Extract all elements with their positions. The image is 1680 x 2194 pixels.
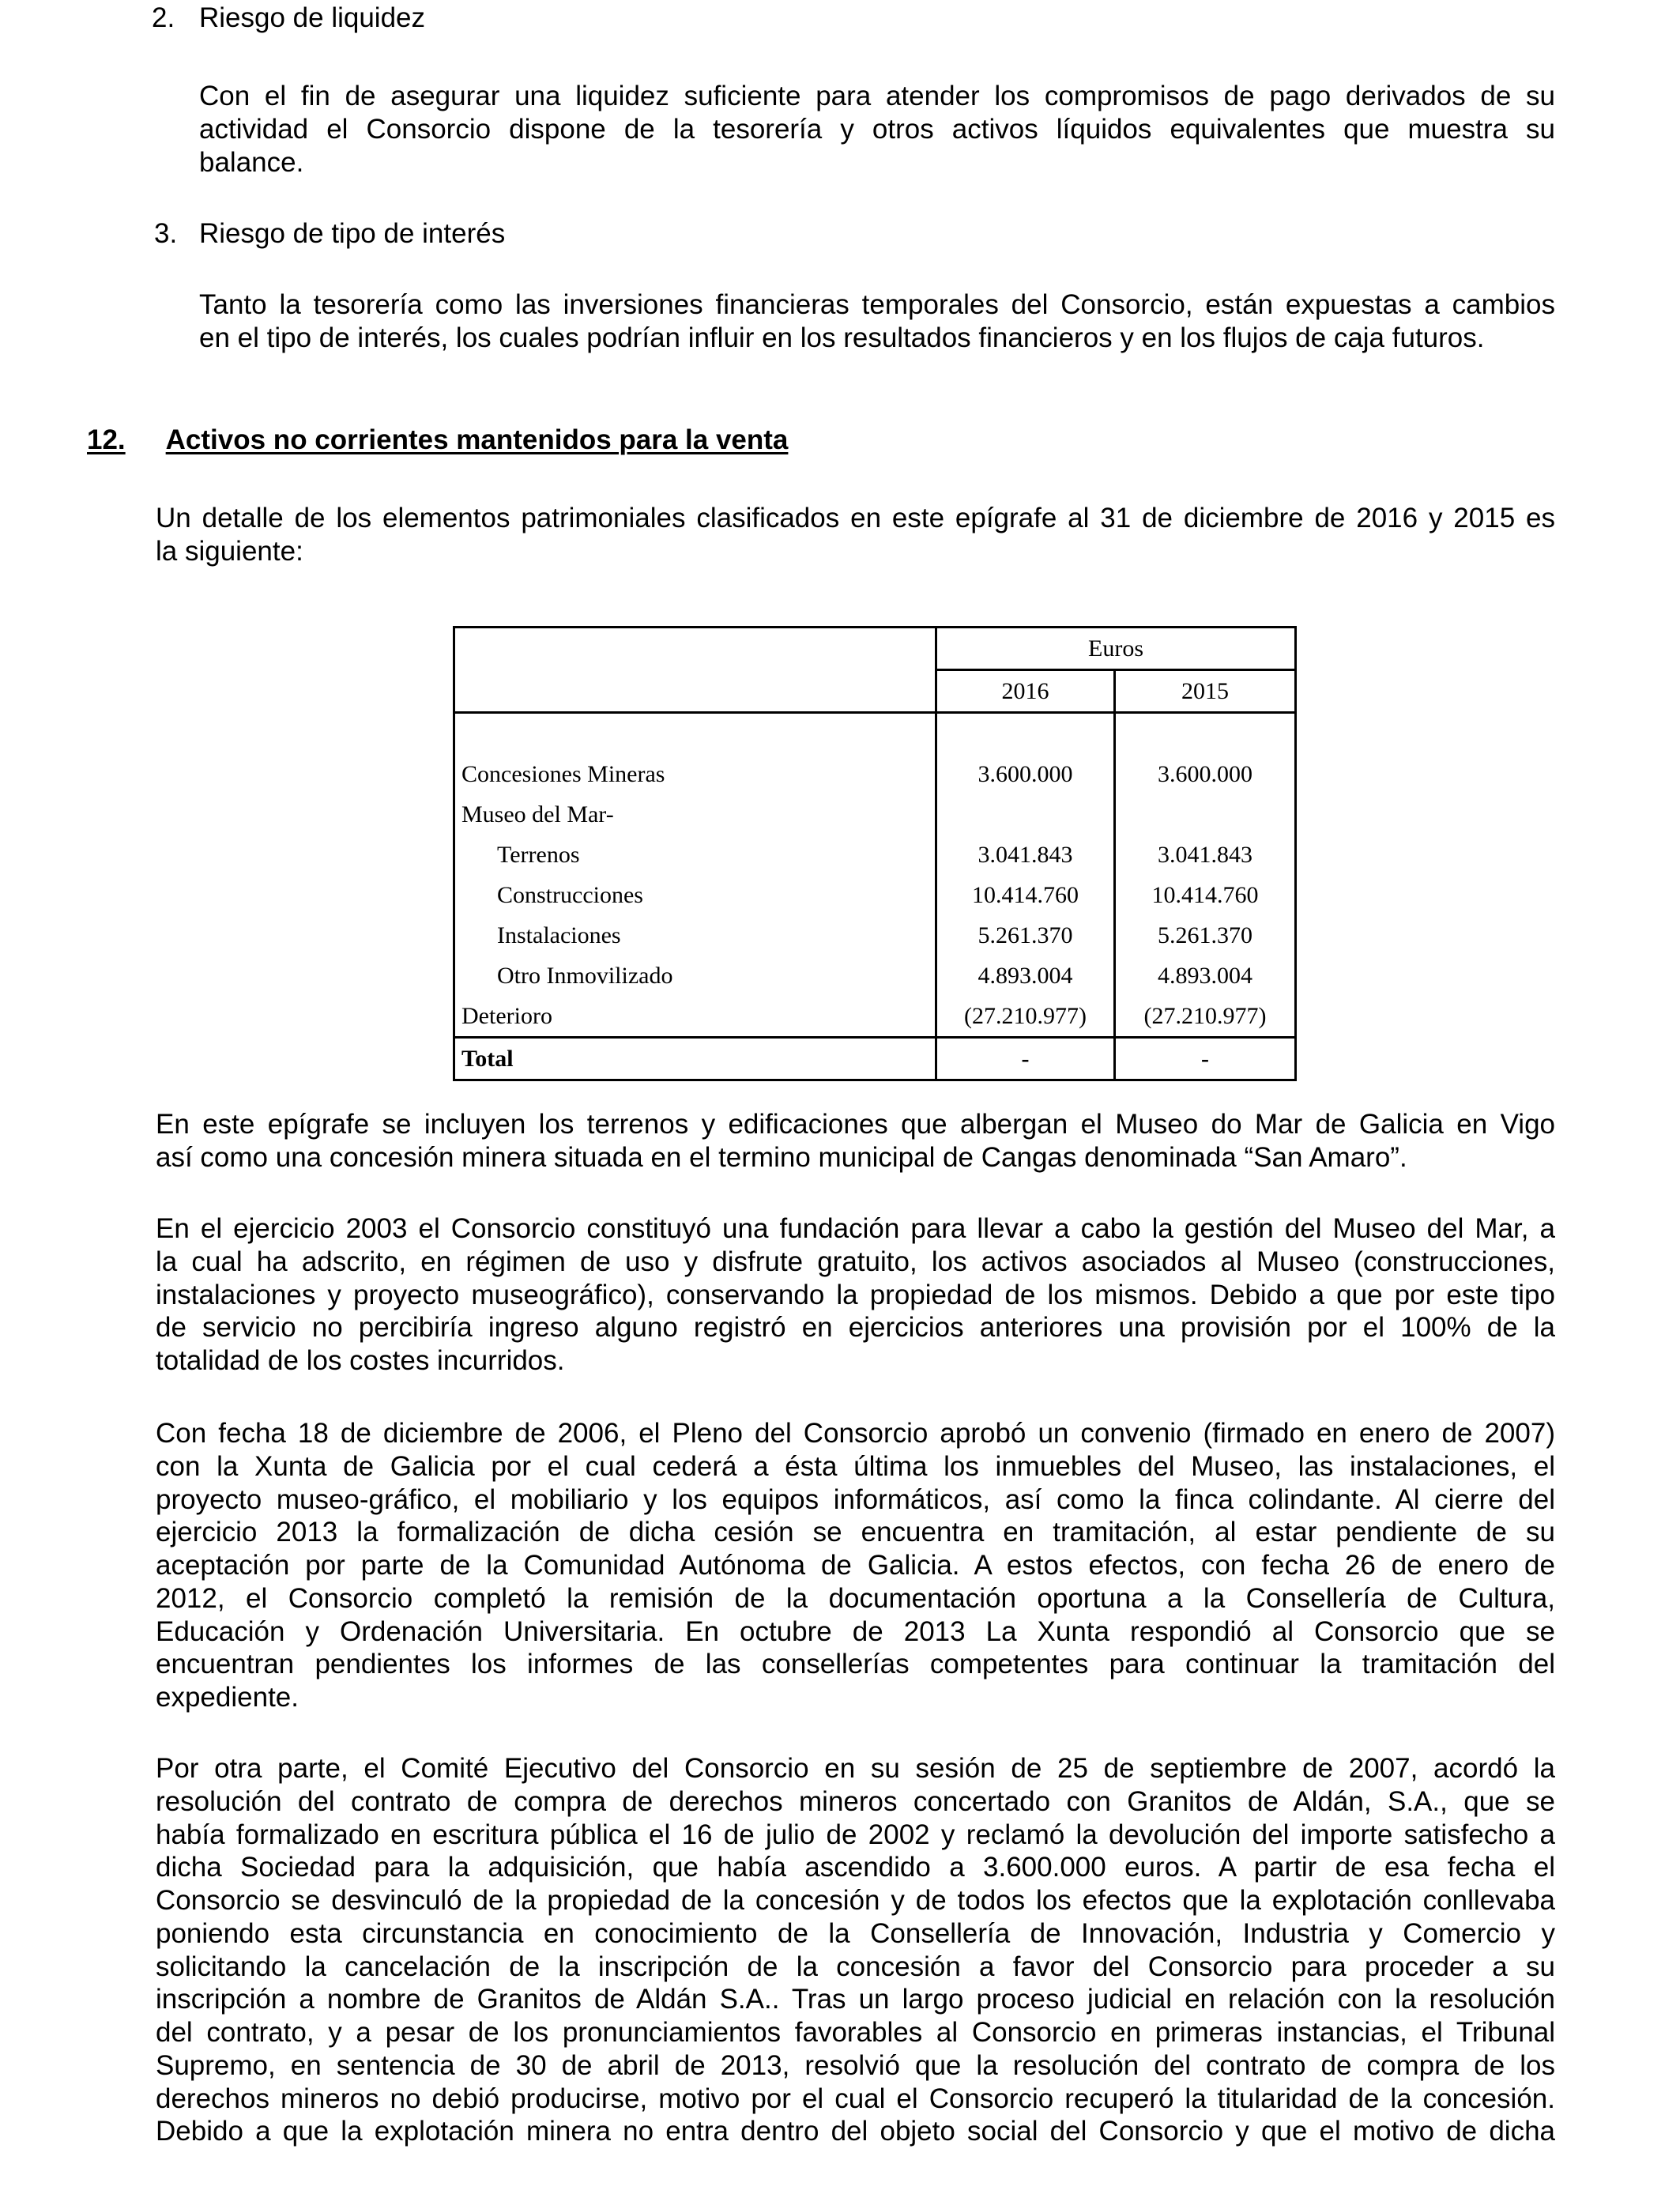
paragraph-line: resolución del contrato de compra de derechos mineros concertado con Granitos de Aldán, S.A., que se — [156, 1785, 1555, 1817]
year-header-2016: 2016 — [936, 670, 1115, 713]
note-12-heading — [87, 424, 802, 458]
spacer-cell — [936, 713, 1115, 755]
row-value-2015: (27.210.977) — [1115, 996, 1296, 1038]
assets-held-for-sale-table — [453, 626, 1297, 1081]
paragraph-line: con la Xunta de Galicia por el cual cederá a ésta última los inmuebles del Museo, las instalaciones, el — [156, 1450, 1555, 1482]
table-row — [454, 794, 1296, 835]
paragraph-line: Con fecha 18 de diciembre de 2006, el Pleno del Consorcio aprobó un convenio (firmado en enero de 2007) — [156, 1418, 1555, 1449]
paragraph-line: Supremo, en sentencia de 30 de abril de 2013, resolvió que la resolución del contrato de compra de los — [156, 2049, 1555, 2081]
table-row — [454, 875, 1296, 915]
section-2-heading — [0, 2, 1680, 35]
paragraph-line: la cual ha adscrito, en régimen de uso y disfrute gratuito, los activos asociados al Museo (construcciones, — [156, 1246, 1555, 1277]
paragraph-line: aceptación por parte de la Comunidad Autónoma de Galicia. A estos efectos, con fecha 26 de enero de — [156, 1550, 1555, 1581]
paragraph-line: expediente. — [156, 1682, 299, 1713]
table-row — [454, 835, 1296, 875]
table-row — [454, 996, 1296, 1038]
paragraph-line: derechos mineros no debió producirse, motivo por el cual el Consorcio recuperó la titularidad de la concesión. — [156, 2083, 1555, 2114]
total-value-2015: - — [1115, 1038, 1296, 1080]
paragraph-line: instalaciones y proyecto museográfico), conservando la propiedad de los mismos. Debido a que por este tipo — [156, 1279, 1555, 1310]
spacer-cell — [454, 713, 936, 755]
paragraph-line: del contrato, y a pesar de los pronunciamientos favorables al Consorcio en primeras instancias, el Tribunal — [156, 2017, 1555, 2048]
paragraph-line: 2012, el Consorcio completó la remisión de la documentación oportuna a la Consellería de Cultura, — [156, 1582, 1555, 1614]
table-row — [454, 956, 1296, 996]
section-2-number: 2. — [152, 2, 175, 33]
row-label: Terrenos — [454, 835, 936, 875]
paragraph-line: había formalizado en escritura pública el 16 de julio de 2002 y reclamó la devolución del importe satisfecho a — [156, 1819, 1555, 1850]
paragraph-line: En el ejercicio 2003 el Consorcio constituyó una fundación para llevar a cabo la gestión del Museo del Mar, a — [156, 1213, 1555, 1244]
paragraph-line: Educación y Ordenación Universitaria. En octubre de 2013 La Xunta respondió al Consorcio que se — [156, 1615, 1555, 1647]
row-label: Concesiones Mineras — [454, 754, 936, 794]
section-3-number: 3. — [154, 218, 178, 249]
table-spacer-row — [454, 713, 1296, 755]
paragraph-line: proyecto museo-gráfico, el mobiliario y los equipos informáticos, así como la finca colindante. Al cierre del — [156, 1483, 1555, 1515]
paragraph-museo-concesion — [156, 1108, 1555, 1174]
paragraph-line: poniendo esta circunstancia en conocimiento de la Consellería de Innovación, Industria y Comercio y — [156, 1917, 1555, 1949]
paragraph-line: la siguiente: — [156, 535, 303, 567]
row-value-2015: 5.261.370 — [1115, 915, 1296, 956]
currency-header: Euros — [936, 628, 1296, 670]
row-value-2016: 3.041.843 — [936, 835, 1115, 875]
paragraph-line: encuentran pendientes los informes de las consellerías competentes para continuar la tramitación del — [156, 1649, 1555, 1680]
row-value-2015: 3.600.000 — [1115, 754, 1296, 794]
paragraph-line: actividad el Consorcio dispone de la tesorería y otros activos líquidos equivalentes que muestra su — [199, 113, 1555, 145]
table-total-row — [454, 1038, 1296, 1080]
paragraph-line: balance. — [199, 146, 304, 178]
row-value-2016: 10.414.760 — [936, 875, 1115, 915]
paragraph-line: ejercicio 2013 la formalización de dicha cesión se encuentra en tramitación, al estar pendiente de su — [156, 1517, 1555, 1548]
paragraph-fundacion-2003 — [156, 1212, 1555, 1378]
paragraph-line: dicha Sociedad para la adquisición, que había ascendido a 3.600.000 euros. A partir de esa fecha el — [156, 1852, 1555, 1883]
row-label: Instalaciones — [454, 915, 936, 956]
note-12-number: 12. — [87, 424, 126, 455]
header-empty-cell — [454, 628, 936, 713]
note-12-intro — [156, 502, 1555, 568]
total-value-2016: - — [936, 1038, 1115, 1080]
paragraph-derechos-mineros — [156, 1752, 1555, 2148]
section-3-paragraph — [199, 288, 1555, 355]
row-value-2016: 4.893.004 — [936, 956, 1115, 996]
paragraph-line: en el tipo de interés, los cuales podrían influir en los resultados financieros y en los flujos de caja futuros. — [199, 322, 1485, 353]
paragraph-line: En este epígrafe se incluyen los terrenos y edificaciones que albergan el Museo do Mar de Galicia en Vigo — [156, 1109, 1555, 1140]
row-label: Otro Inmovilizado — [454, 956, 936, 996]
paragraph-line: Un detalle de los elementos patrimoniales clasificados en este epígrafe al 31 de diciembre de 2016 y 2015 es — [156, 503, 1555, 533]
table-header-row — [454, 628, 1296, 670]
section-3-title: Riesgo de tipo de interés — [199, 218, 506, 249]
paragraph-line: Tanto la tesorería como las inversiones financieras temporales del Consorcio, están expuestas a cambios — [199, 289, 1555, 320]
row-label: Deterioro — [454, 996, 936, 1038]
paragraph-line: así como una concesión minera situada en el termino municipal de Cangas denominada “San Amaro”. — [156, 1141, 1407, 1173]
paragraph-line: inscripción a nombre de Granitos de Aldán S.A.. Tras un largo proceso judicial en relación con la resolución — [156, 1984, 1555, 2015]
row-value-2015: 10.414.760 — [1115, 875, 1296, 915]
paragraph-line: solicitando la cancelación de la inscripción de la concesión a favor del Consorcio para proceder a su — [156, 1951, 1555, 1982]
row-value-2016: 5.261.370 — [936, 915, 1115, 956]
paragraph-line: de servicio no percibiría ingreso alguno registró en ejercicios anteriores una provisión por el 100% de la — [156, 1312, 1555, 1344]
row-value-2015: 4.893.004 — [1115, 956, 1296, 996]
paragraph-line: totalidad de los costes incurridos. — [156, 1345, 565, 1376]
paragraph-convenio-2006 — [156, 1417, 1555, 1714]
note-12-title: Activos no corrientes mantenidos para la venta — [165, 424, 789, 455]
section-2-paragraph — [199, 80, 1555, 179]
row-value-2015: 3.041.843 — [1115, 835, 1296, 875]
row-value-2016: 3.600.000 — [936, 754, 1115, 794]
row-label: Construcciones — [454, 875, 936, 915]
section-2-title: Riesgo de liquidez — [199, 2, 426, 33]
paragraph-line: Con el fin de asegurar una liquidez suficiente para atender los compromisos de pago derivados de su — [199, 81, 1555, 111]
row-label: Museo del Mar- — [454, 794, 936, 835]
section-3-heading — [0, 217, 1680, 251]
paragraph-line: Debido a que la explotación minera no entra dentro del objeto social del Consorcio y que el motivo de dicha — [156, 2116, 1555, 2147]
spacer-cell — [1115, 713, 1296, 755]
row-value-2016 — [936, 794, 1115, 835]
paragraph-line: Por otra parte, el Comité Ejecutivo del Consorcio en su sesión de 25 de septiembre de 2007, acordó la — [156, 1753, 1555, 1784]
total-label: Total — [454, 1038, 936, 1080]
row-value-2016: (27.210.977) — [936, 996, 1115, 1038]
row-value-2015 — [1115, 794, 1296, 835]
paragraph-line: Consorcio se desvinculó de la propiedad de la concesión y de todos los efectos que la explotación conllevaba — [156, 1885, 1555, 1916]
table-row — [454, 915, 1296, 956]
table-row — [454, 754, 1296, 794]
year-header-2015: 2015 — [1115, 670, 1296, 713]
